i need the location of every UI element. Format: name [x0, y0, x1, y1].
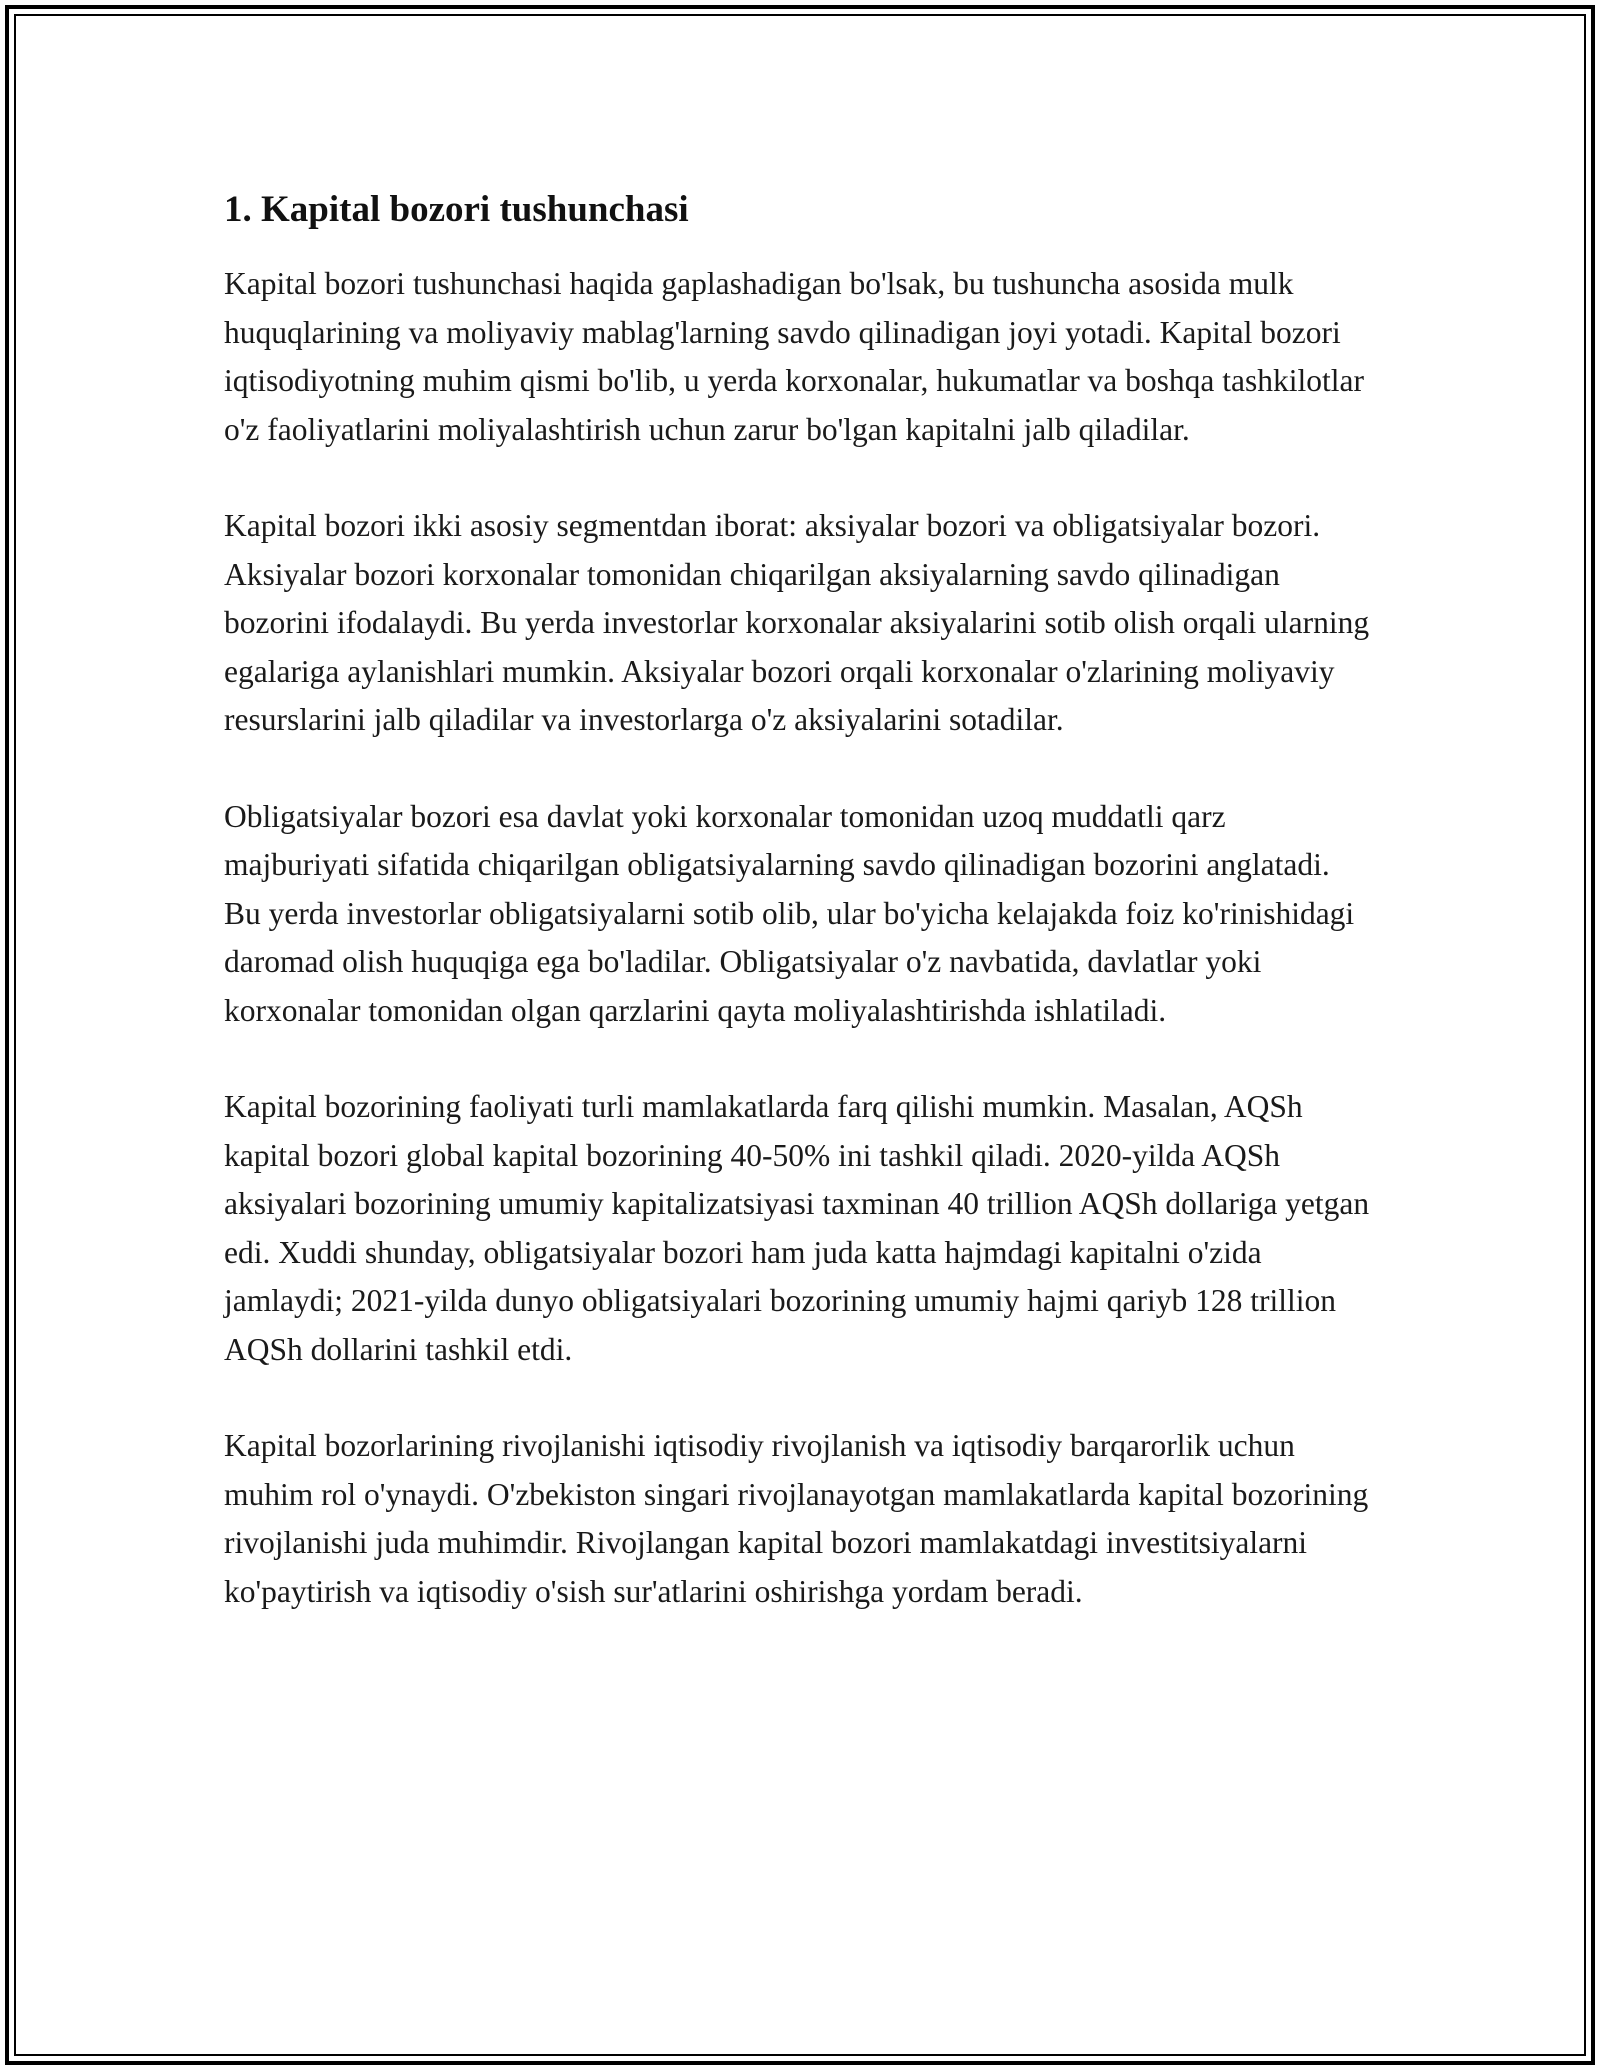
paragraph-5: Kapital bozorlarining rivojlanishi iqtisodiy rivojlanish va iqtisodiy barqarorlik uchun muhim rol o'ynaydi. O'zbekiston singari rivojlanayotgan mamlakatlarda kapital bozorining rivojlanishi juda muhimdir. Rivojlangan kapital bozori mamlakatdagi investitsiyalarni ko'paytirish va iqtisodiy o'sish sur'atlarini oshirishga yordam beradi. [224, 1428, 1369, 1609]
paragraph-2: Kapital bozori ikki asosiy segmentdan iborat: aksiyalar bozori va obligatsiyalar bozori. Aksiyalar bozori korxonalar tomonidan chiqarilgan aksiyalarning savdo qilinadigan bozorini ifodalaydi. Bu yerda investorlar korxonalar aksiyalarini sotib olish orqali ularning egalariga aylanishlari mumkin. Aksiyalar bozori orqali korxonalar o'zlarining moliyaviy resurslarini jalb qiladilar va investorlarga o'z aksiyalarini sotadilar. [224, 508, 1370, 737]
document-body [224, 186, 1374, 1664]
section-title: 1. Kapital bozori tushunchasi [224, 189, 689, 230]
paragraph-3: Obligatsiyalar bozori esa davlat yoki korxonalar tomonidan uzoq muddatli qarz majburiyati sifatida chiqarilgan obligatsiyalarning savdo qilinadigan bozorini anglatadi. Bu yerda investorlar obligatsiyalarni sotib olib, ular bo'yicha kelajakda foiz ko'rinishidagi daromad olish huquqiga ega bo'ladilar. Obligatsiyalar o'z navbatida, davlatlar yoki korxonalar tomonidan olgan qarzlarini qayta moliyalashtirishda ishlatiladi. [224, 798, 1355, 1028]
paragraph-4: Kapital bozorining faoliyati turli mamlakatlarda farq qilishi mumkin. Masalan, AQSh kapital bozori global kapital bozorining 40-50% ini tashkil qiladi. 2020-yilda AQSh aksiyalari bozorining umumiy kapitalizatsiyasi taxminan 40 trillion AQSh dollariga yetgan edi. Xuddi shunday, obligatsiyalar bozori ham juda katta hajmdagi kapitalni o'zida jamlaydi; 2021-yilda dunyo obligatsiyalari bozorining umumiy hajmi qariyb 128 trillion AQSh dollarini tashkil etdi. [224, 1089, 1370, 1367]
paragraph-1: Kapital bozori tushunchasi haqida gaplashadigan bo'lsak, bu tushuncha asosida mulk huquqlarining va moliyaviy mablag'larning savdo qilinadigan joyi yotadi. Kapital bozori iqtisodiyotning muhim qismi bo'lib, u yerda korxonalar, hukumatlar va boshqa tashkilotlar o'z faoliyatlarini moliyalashtirish uchun zarur bo'lgan kapitalni jalb qiladilar. [224, 266, 1364, 447]
